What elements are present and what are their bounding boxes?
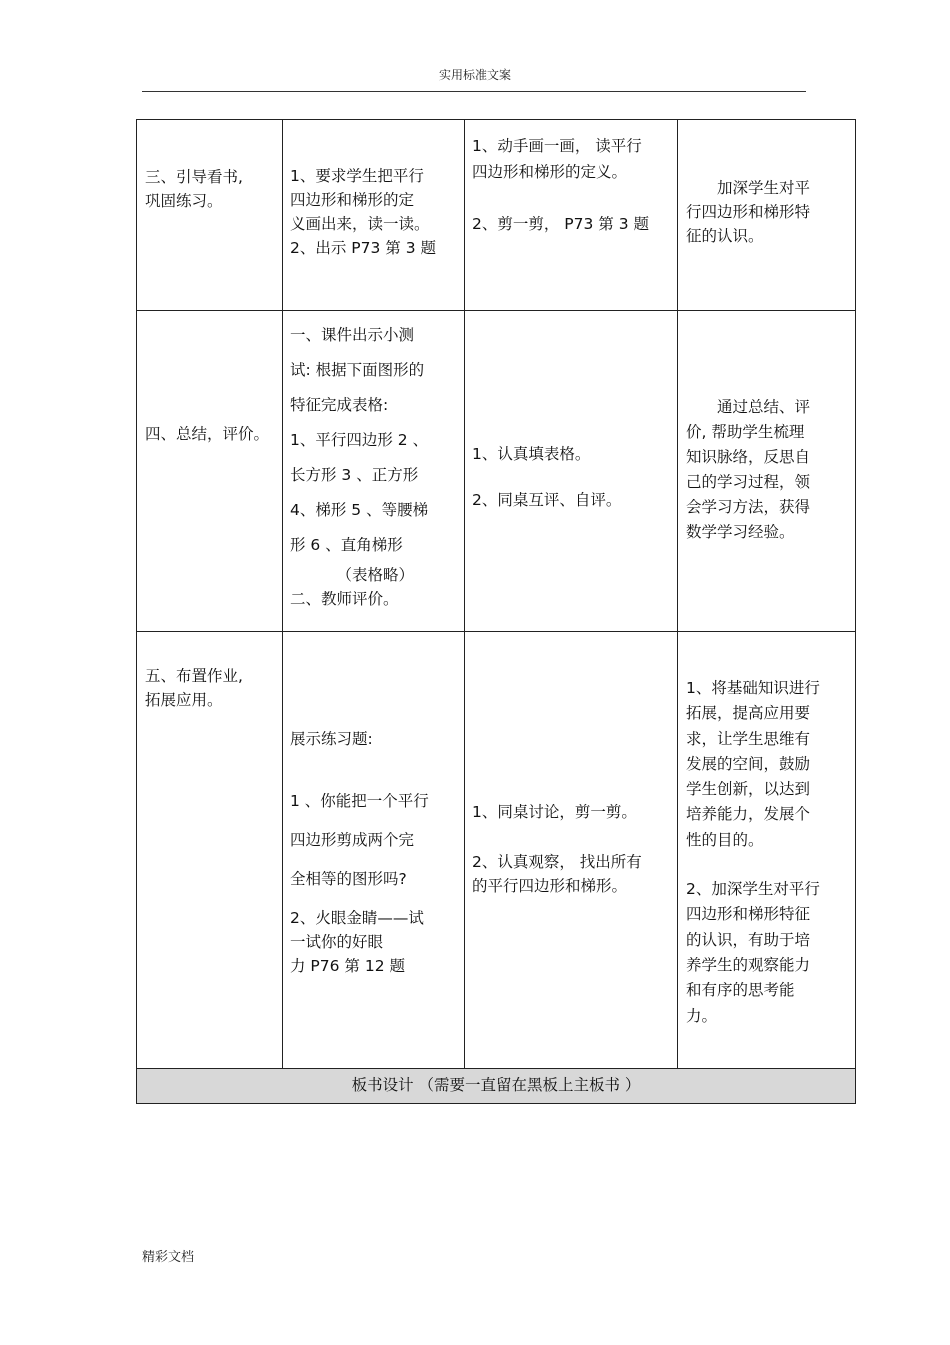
header-divider xyxy=(142,91,806,92)
column-divider xyxy=(464,120,465,1068)
row-1-intent: 加深学生对平 行四边形和梯形特 征的认识。 xyxy=(686,179,811,245)
row-1-stage: 三、引导看书, 巩固练习。 xyxy=(145,168,243,210)
column-divider xyxy=(677,120,678,1068)
row-1-student: 1、动手画一画， 读平行 四边形和梯形的定义。 2、剪一剪， P73 第 3 题 xyxy=(472,137,650,233)
row-3-student: 1、同桌讨论，剪一剪。 2、认真观察， 找出所有 的平行四边形和梯形。 xyxy=(472,803,642,895)
board-design-row: 板书设计 （需要一直留在黑板上主板书 ） xyxy=(137,1068,855,1103)
row-3-intent: 1、将基础知识进行 拓展，提高应用要 求，让学生思维有 发展的空间，鼓励 学生创新，以达到 培养能力，发展个 性的目的。 2、加深学生对平行 四边形和梯形特征 的认识，有助于培 养学生的观察能力 和有序的思考能 力。 xyxy=(686,679,820,1025)
row-1-teacher: 1、要求学生把平行 四边形和梯形的定 义画出来，读一读。 2、出示 P73 第 3 题 xyxy=(290,167,437,257)
page-header: 实用标准文案 xyxy=(438,68,511,82)
row-divider xyxy=(137,631,855,632)
page-footer: 精彩文档 xyxy=(142,1250,195,1265)
row-3-teacher: 展示练习题: 1 、你能把一个平行 四边形剪成两个完 全相等的图形吗? 2、火眼金睛——试 一试你的好眼 力 P76 第 12 题 xyxy=(290,730,429,975)
row-2-intent: 通过总结、评 价, 帮助学生梳理 知识脉络，反思自 己的学习过程，领 会学习方法，获得 数学学习经验。 xyxy=(686,398,811,541)
row-3-stage: 五、布置作业, 拓展应用。 xyxy=(145,667,243,709)
row-2-stage: 四、总结，评价。 xyxy=(145,425,270,443)
row-2-teacher: 一、课件出示小测 试: 根据下面图形的 特征完成表格: 1、平行四边形 2 、 长方形 3 、正方形 4、梯形 5 、等腰梯 形 6 、直角梯形 （表格略） 二、教师评价。 xyxy=(290,326,429,608)
column-divider xyxy=(282,120,283,1068)
lesson-plan-table xyxy=(136,119,856,1104)
row-divider xyxy=(137,310,855,311)
row-2-student: 1、认真填表格。 2、同桌互评、自评。 xyxy=(472,445,622,509)
